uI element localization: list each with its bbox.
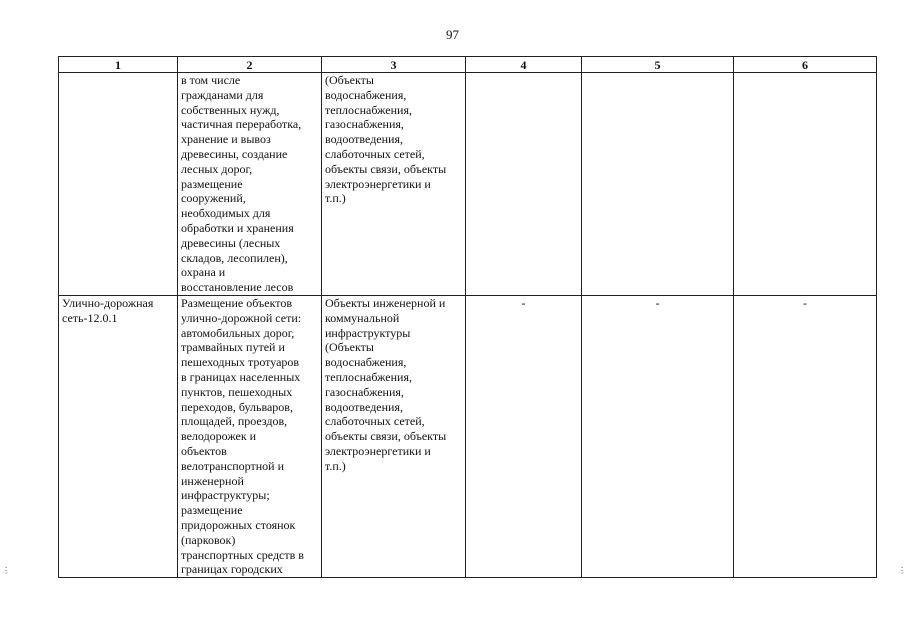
table-cell: - [734,295,877,577]
table-cell: - [466,295,582,577]
table-cell: - [582,295,734,577]
table-cell [582,73,734,296]
table-cell [59,73,178,296]
table-cell: Улично-дорожная сеть-12.0.1 [59,295,178,577]
table-row [59,73,877,296]
column-header-2: 2 [178,57,322,73]
table-cell: в том числе гражданами для собственных нужд, частичная переработка, хранение и вывоз древесины, создание лесных дорог, размещение сооружений, необходимых для обработки и хранения древесины (лесных складов, лесопилен), охрана и восстановление лесов [178,73,322,296]
column-header-6: 6 [734,57,877,73]
table-cell [466,73,582,296]
table-row [59,295,877,577]
table-cell: Размещение объектов улично-дорожной сети: автомобильных дорог, трамвайных путей и пешеходных тротуаров в границах населенных пунктов, пешеходных переходов, бульваров, площадей, проездов, велодорожек и объектов велотранспортной и инженерной инфраструктуры; размещение придорожных стоянок (парковок) транспортных средств в границах городских [178,295,322,577]
land-use-table [58,56,877,578]
table-cell: Объекты инженерной и коммунальной инфраструктуры (Объекты водоснабжения, теплоснабжения, газоснабжения, водоотведения, слаботочных сетей, объекты связи, объекты электроэнергетики и т.п.) [322,295,466,577]
page-number: 97 [446,27,459,42]
scan-edge-mark-right: ⋮ [898,566,906,575]
table-cell: (Объекты водоснабжения, теплоснабжения, газоснабжения, водоотведения, слаботочных сетей, объекты связи, объекты электроэнергетики и т.п.) [322,73,466,296]
scan-edge-mark-left: ⋮ [2,566,10,575]
column-header-3: 3 [322,57,466,73]
column-header-4: 4 [466,57,582,73]
table-cell [734,73,877,296]
column-header-5: 5 [582,57,734,73]
header-row [59,57,877,73]
column-header-1: 1 [59,57,178,73]
